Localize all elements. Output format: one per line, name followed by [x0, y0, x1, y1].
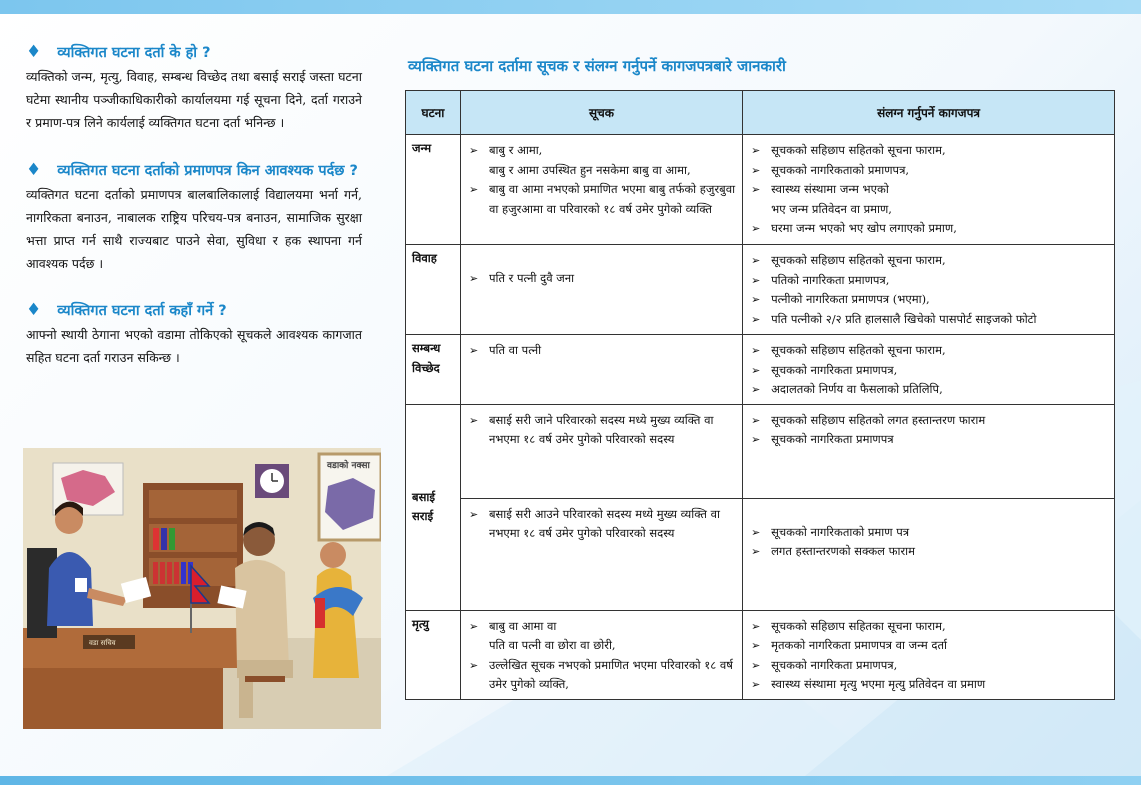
list-item: ➢ स्वास्थ्य संस्थामा जन्म भएको भए जन्म प्रतिवेदन वा प्रमाण, — [749, 180, 1108, 219]
event-cell: बसाई सराई — [406, 404, 461, 610]
desk-nameplate: वडा सचिव — [89, 639, 116, 647]
list-item: ➢ सूचकको नागरिकता प्रमाणपत्र, — [749, 361, 1108, 381]
section-heading: ♦ व्यक्तिगत घटना दर्ताको प्रमाणपत्र किन आवश्यक पर्दछ ? — [26, 160, 358, 180]
bottom-color-band — [0, 776, 1141, 785]
header-event: घटना — [406, 91, 461, 135]
header-documents: संलग्न गर्नुपर्ने कागजपत्र — [743, 91, 1115, 135]
table-row-divorce — [406, 335, 1115, 405]
top-color-band — [0, 0, 1141, 14]
documents-cell — [743, 245, 1115, 335]
documents-cell — [743, 498, 1115, 610]
event-cell: विवाह — [406, 245, 461, 335]
table-row-death — [406, 610, 1115, 699]
table-row-marriage — [406, 245, 1115, 335]
list-item: ➢ सूचकको नागरिकताको प्रमाण पत्र — [749, 523, 1108, 543]
table-row-migration-in — [406, 498, 1115, 610]
documents-cell — [743, 335, 1115, 405]
informant-cell — [460, 498, 742, 610]
list-item: ➢ बसाई सरी जाने परिवारको सदस्य मध्ये मुख्य व्यक्ति वा नभएमा १८ वर्ष उमेर पुगेको परिवारको सदस्य — [467, 411, 736, 450]
list-item: ➢ स्वास्थ्य संस्थामा मृत्यु भएमा मृत्यु प्रतिवेदन वा प्रमाण — [749, 675, 1108, 695]
list-item: ➢ पति र पत्नी दुवै जना — [467, 269, 736, 289]
list-item: ➢ सूचकको सहिछाप सहितका सूचना फाराम, — [749, 617, 1108, 637]
list-item: ➢ लगत हस्तान्तरणको सक्कल फाराम — [749, 542, 1108, 562]
list-item: ➢ पति वा पत्नी — [467, 341, 736, 361]
office-illustration — [23, 448, 381, 729]
diamond-bullet-icon: ♦ — [26, 300, 42, 320]
list-item: ➢ पत्नीको नागरिकता प्रमाणपत्र (भएमा), — [749, 290, 1108, 310]
documents-cell — [743, 135, 1115, 245]
section-body: आफ्नो स्थायी ठेगाना भएको वडामा तोकिएको सूचकले आवश्यक कागजात सहित घटना दर्ता गराउन सकिन्छ । — [26, 327, 362, 365]
table-row-migration-out — [406, 404, 1115, 498]
list-item: ➢ अदालतको निर्णय वा फैसलाको प्रतिलिपि, — [749, 380, 1108, 400]
list-item: ➢ उल्लेखित सूचक नभएको प्रमाणित भएमा परिवारको १८ वर्ष उमेर पुगेको व्यक्ति, — [467, 656, 736, 695]
list-item: ➢ सूचकको नागरिकताको प्रमाणपत्र, — [749, 161, 1108, 181]
list-item: ➢ पति पत्नीको २/२ प्रति हालसालै खिचेको पासपोर्ट साइजको फोटो — [749, 310, 1108, 330]
section-body: व्यक्तिगत घटना दर्ताको प्रमाणपत्र बालबालिकालाई विद्यालयमा भर्ना गर्न, नागरिकता बनाउन, नाबालक राष्ट्रिय परिचय-पत्र बनाउन, सामाजिक सुरक्षा भत्ता प्राप्त गर्न साथै राज्यबाट पाउने सेवा, सुविधा र हक स्थापना गर्न आवश्यक पर्दछ । — [26, 187, 362, 271]
section-heading: ♦ व्यक्तिगत घटना दर्ता कहाँ गर्ने ? — [26, 300, 227, 320]
section-where — [26, 298, 362, 369]
list-item: ➢ बसाई सरी आउने परिवारको सदस्य मध्ये मुख्य व्यक्ति वा नभएमा १८ वर्ष उमेर पुगेको परिवारको सदस्य — [467, 505, 736, 544]
section-what — [26, 40, 362, 134]
list-item: ➢ सूचकको सहिछाप सहितको सूचना फाराम, — [749, 341, 1108, 361]
section-heading: ♦ व्यक्तिगत घटना दर्ता के हो ? — [26, 42, 211, 62]
list-item: ➢ सूचकको सहिछाप सहितको लगत हस्तान्तरण फाराम — [749, 411, 1108, 431]
document-info-table — [405, 90, 1115, 700]
documents-cell — [743, 610, 1115, 699]
informant-cell — [460, 245, 742, 335]
ward-map-label: वडाको नक्सा — [327, 461, 370, 471]
header-informant: सूचक — [460, 91, 742, 135]
informant-cell — [460, 335, 742, 405]
list-item: ➢ पतिको नागरिकता प्रमाणपत्र, — [749, 271, 1108, 291]
list-item: ➢ घरमा जन्म भएको भए खोप लगाएको प्रमाण, — [749, 219, 1108, 239]
table-row-birth — [406, 135, 1115, 245]
table-title: व्यक्तिगत घटना दर्तामा सूचक र संलग्न गर्नुपर्ने कागजपत्रबारे जानकारी — [408, 57, 786, 75]
left-column — [26, 40, 362, 389]
event-cell: जन्म — [406, 135, 461, 245]
informant-cell — [460, 404, 742, 498]
event-cell: मृत्यु — [406, 610, 461, 699]
list-item: ➢ सूचकको सहिछाप सहितको सूचना फाराम, — [749, 141, 1108, 161]
informant-cell — [460, 610, 742, 699]
table-header-row — [406, 91, 1115, 135]
list-item: ➢ बाबु र आमा, बाबु र आमा उपस्थित हुन नसकेमा बाबु वा आमा, — [467, 141, 736, 180]
section-body: व्यक्तिको जन्म, मृत्यु, विवाह, सम्बन्ध विच्छेद तथा बसाई सराई जस्ता घटना घटेमा स्थानीय पञ्जीकाधिकारीको कार्यालयमा गई सूचना दिने, दर्ता गराउने र प्रमाण-पत्र लिने कार्यलाई व्यक्तिगत घटना दर्ता भनिन्छ । — [26, 69, 362, 130]
list-item: ➢ सूचकको नागरिकता प्रमाणपत्र — [749, 430, 1108, 450]
informant-cell — [460, 135, 742, 245]
list-item: ➢ सूचकको सहिछाप सहितको सूचना फाराम, — [749, 251, 1108, 271]
list-item: ➢ सूचकको नागरिकता प्रमाणपत्र, — [749, 656, 1108, 676]
event-cell: सम्बन्ध विच्छेद — [406, 335, 461, 405]
list-item: ➢ बाबु वा आमा वा पति वा पत्नी वा छोरा वा छोरी, — [467, 617, 736, 656]
diamond-bullet-icon: ♦ — [26, 42, 42, 62]
section-why — [26, 158, 362, 275]
list-item: ➢ बाबु वा आमा नभएको प्रमाणित भएमा बाबु तर्फको हजुरबुवा वा हजुरआमा वा परिवारको १८ वर्ष उमेर पुगेको व्यक्ति — [467, 180, 736, 219]
documents-cell — [743, 404, 1115, 498]
diamond-bullet-icon: ♦ — [26, 160, 42, 180]
list-item: ➢ मृतकको नागरिकता प्रमाणपत्र वा जन्म दर्ता — [749, 636, 1108, 656]
